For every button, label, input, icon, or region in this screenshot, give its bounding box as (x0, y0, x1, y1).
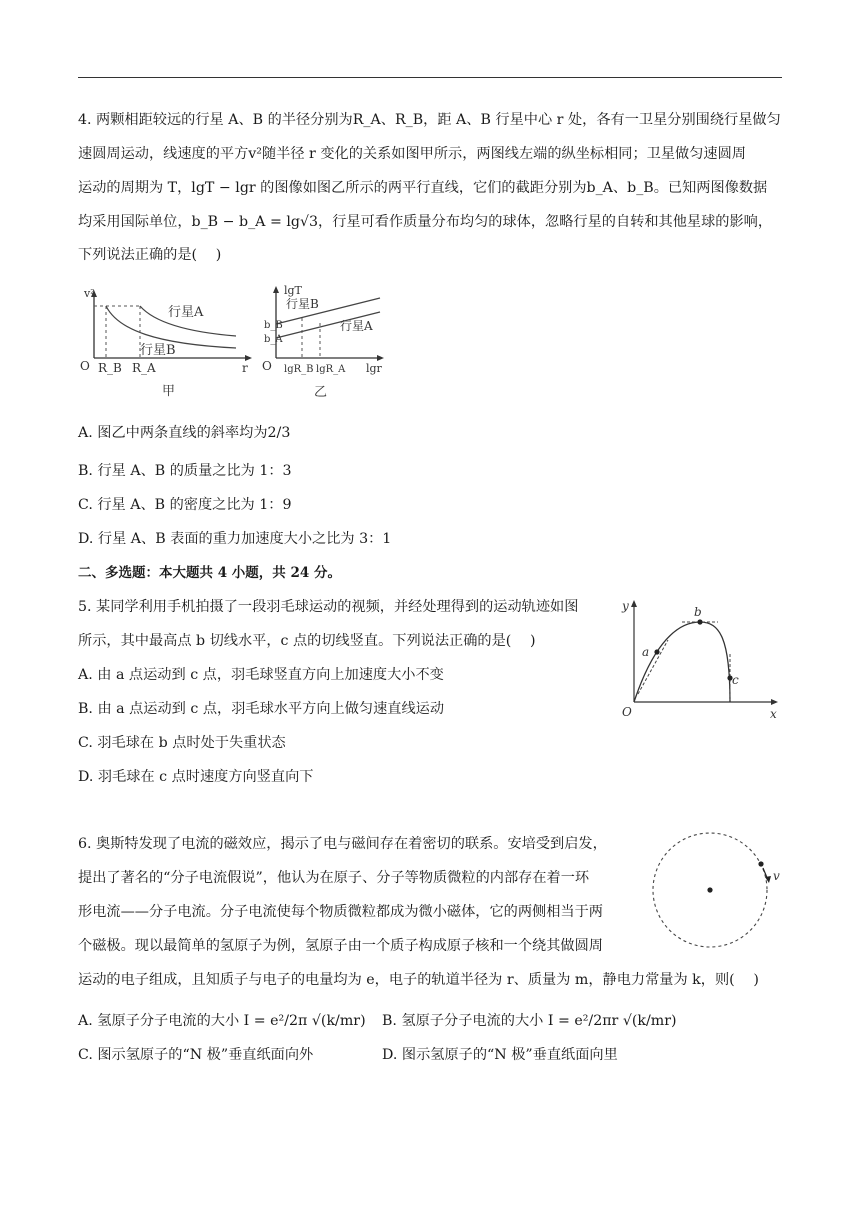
q5-option-d: D. 羽毛球在 c 点时速度方向竖直向下 (78, 769, 314, 785)
yi-tick-rb: lgR_B (284, 364, 314, 375)
q5-option-c: C. 羽毛球在 b 点时处于失重状态 (78, 735, 286, 751)
yi-tick-b-a: b_A (264, 334, 283, 345)
q5-option-a: A. 由 a 点运动到 c 点，羽毛球竖直方向上加速度大小不变 (78, 667, 444, 683)
yi-tick-b-b: b_B (264, 320, 283, 331)
q4-line-4: 均采用国际单位，b_B − b_A = lg√3，行星可看作质量分布均匀的球体，忽略行星的自转和其他星球的影响， (78, 214, 773, 230)
q6-option-a: A. 氢原子分子电流的大小 I = e²/2π √(k/mr) (78, 1013, 366, 1029)
figure-q6-orbit (646, 828, 782, 952)
figure-yi (258, 278, 394, 402)
header-rule (78, 77, 782, 78)
q5-fig-b: b (694, 605, 702, 619)
q5-fig-o: O (622, 705, 632, 719)
q5-fig-y: y (622, 599, 629, 613)
jia-caption: 甲 (162, 384, 176, 399)
q4-line-2: 速圆周运动，线速度的平方v²随半径 r 变化的关系如图甲所示，两图线左端的纵坐标相同；卫星做匀速圆周 (78, 146, 746, 162)
q4-line-3: 运动的周期为 T，lgT − lgr 的图像如图乙所示的两平行直线，它们的截距分别为b_A、b_B。已知两图像数据 (78, 180, 768, 196)
jia-curve-b-label: 行星B (140, 343, 176, 358)
jia-curve-a-label: 行星A (168, 305, 204, 320)
q6-line-1: 6. 奥斯特发现了电流的磁效应，揭示了电与磁间存在着密切的联系。安培受到启发， (78, 836, 607, 852)
q4-option-a: A. 图乙中两条直线的斜率均为2/3 (78, 425, 291, 441)
figure-q5-trajectory (620, 594, 782, 720)
yi-line-b-label: 行星B (286, 297, 319, 311)
q5-line-2: 所示，其中最高点 b 切线水平，c 点的切线竖直。下列说法正确的是( ) (78, 633, 536, 649)
yi-origin: O (262, 359, 272, 373)
q5-option-b: B. 由 a 点运动到 c 点，羽毛球水平方向上做匀速直线运动 (78, 701, 445, 717)
jia-tick-rb: R_B (98, 361, 122, 375)
q4-line-5: 下列说法正确的是( ) (78, 247, 222, 263)
q6-line-2: 提出了著名的“分子电流假说”，他认为在原子、分子等物质微粒的内部存在着一环 (78, 870, 590, 886)
q5-fig-c: c (732, 673, 739, 687)
q5-fig-a: a (642, 645, 650, 659)
q5-line-1: 5. 某同学利用手机拍摄了一段羽毛球运动的视频，并经处理得到的运动轨迹如图 (78, 599, 579, 615)
yi-y-label: lgT (284, 284, 302, 297)
section-2-heading: 二、多选题：本大题共 4 小题，共 24 分。 (78, 565, 341, 581)
q6-line-5: 运动的电子组成，且知质子与电子的电量均为 e，电子的轨道半径为 r、质量为 m，静电力常量为 k，则( ) (78, 972, 759, 988)
jia-x-label: r (242, 361, 248, 375)
q4-option-b: B. 行星 A、B 的质量之比为 1：3 (78, 463, 292, 479)
q5-fig-x: x (770, 707, 777, 720)
jia-origin: O (80, 359, 90, 373)
jia-y-label: v² (84, 287, 95, 300)
q4-line-1: 4. 两颗相距较远的行星 A、B 的半径分别为R_A、R_B，距 A、B 行星中心 r 处，各有一卫星分别围绕行星做匀 (78, 112, 781, 128)
yi-caption: 乙 (314, 385, 328, 400)
q6-line-3: 形电流——分子电流。分子电流使每个物质微粒都成为微小磁体，它的两侧相当于两 (78, 904, 603, 920)
q6-fig-v: v (773, 869, 780, 883)
q4-option-d: D. 行星 A、B 表面的重力加速度大小之比为 3：1 (78, 531, 392, 547)
yi-x-label: lgr (366, 362, 382, 375)
q4-option-c: C. 行星 A、B 的密度之比为 1：9 (78, 497, 292, 513)
yi-line-a-label: 行星A (340, 319, 373, 333)
yi-tick-ra: lgR_A (316, 364, 346, 375)
figure-jia (76, 280, 256, 400)
jia-tick-ra: R_A (132, 361, 156, 375)
q6-option-c: C. 图示氢原子的“N 极”垂直纸面向外 (78, 1047, 314, 1063)
q6-option-d: D. 图示氢原子的“N 极”垂直纸面向里 (382, 1047, 618, 1063)
q6-option-b: B. 氢原子分子电流的大小 I = e²/2πr √(k/mr) (382, 1013, 677, 1029)
q6-line-4: 个磁极。现以最简单的氢原子为例，氢原子由一个质子构成原子核和一个绕其做圆周 (78, 938, 603, 954)
